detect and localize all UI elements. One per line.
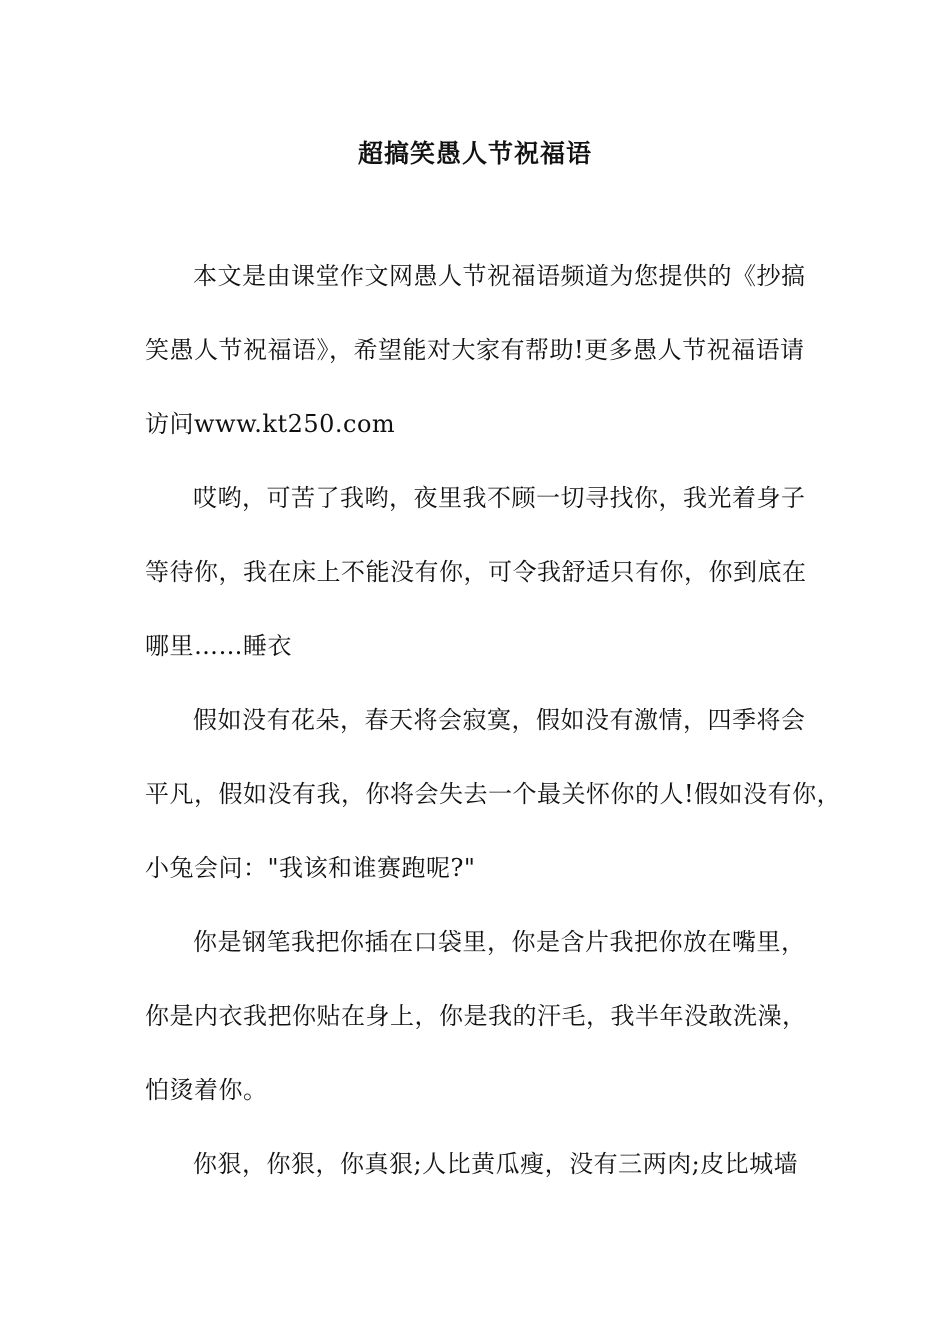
- paragraph-line: 怕烫着你。: [145, 1076, 268, 1104]
- paragraph-line: 小兔会问："我该和谁赛跑呢?": [145, 854, 476, 882]
- paragraph-line: 哎哟，可苦了我哟，夜里我不顾一切寻找你，我光着身子: [193, 484, 806, 512]
- document-title: 超搞笑愚人节祝福语: [357, 139, 592, 168]
- paragraph-line: 本文是由课堂作文网愚人节祝福语频道为您提供的《抄搞: [193, 262, 806, 290]
- paragraph-line: 你是钢笔我把你插在口袋里，你是含片我把你放在嘴里，: [193, 928, 806, 956]
- paragraph-line: 假如没有花朵，春天将会寂寞，假如没有激情，四季将会: [193, 706, 806, 734]
- paragraph-line: 访问www.kt250.com: [145, 410, 396, 438]
- document-body: [145, 250, 842, 1212]
- paragraph-line: 平凡，假如没有我，你将会失去一个最关怀你的人!假如没有你，: [145, 780, 842, 808]
- paragraph-line: 哪里……睡衣: [145, 632, 292, 660]
- paragraph-line: 你是内衣我把你贴在身上，你是我的汗毛，我半年没敢洗澡，: [145, 1002, 807, 1030]
- paragraph-line: 等待你，我在床上不能没有你，可令我舒适只有你，你到底在: [145, 558, 807, 586]
- paragraph-line: 笑愚人节祝福语》，希望能对大家有帮助!更多愚人节祝福语请: [145, 336, 805, 364]
- paragraph-line: 你狠，你狠，你真狠;人比黄瓜瘦，没有三两肉;皮比城墙: [193, 1150, 799, 1178]
